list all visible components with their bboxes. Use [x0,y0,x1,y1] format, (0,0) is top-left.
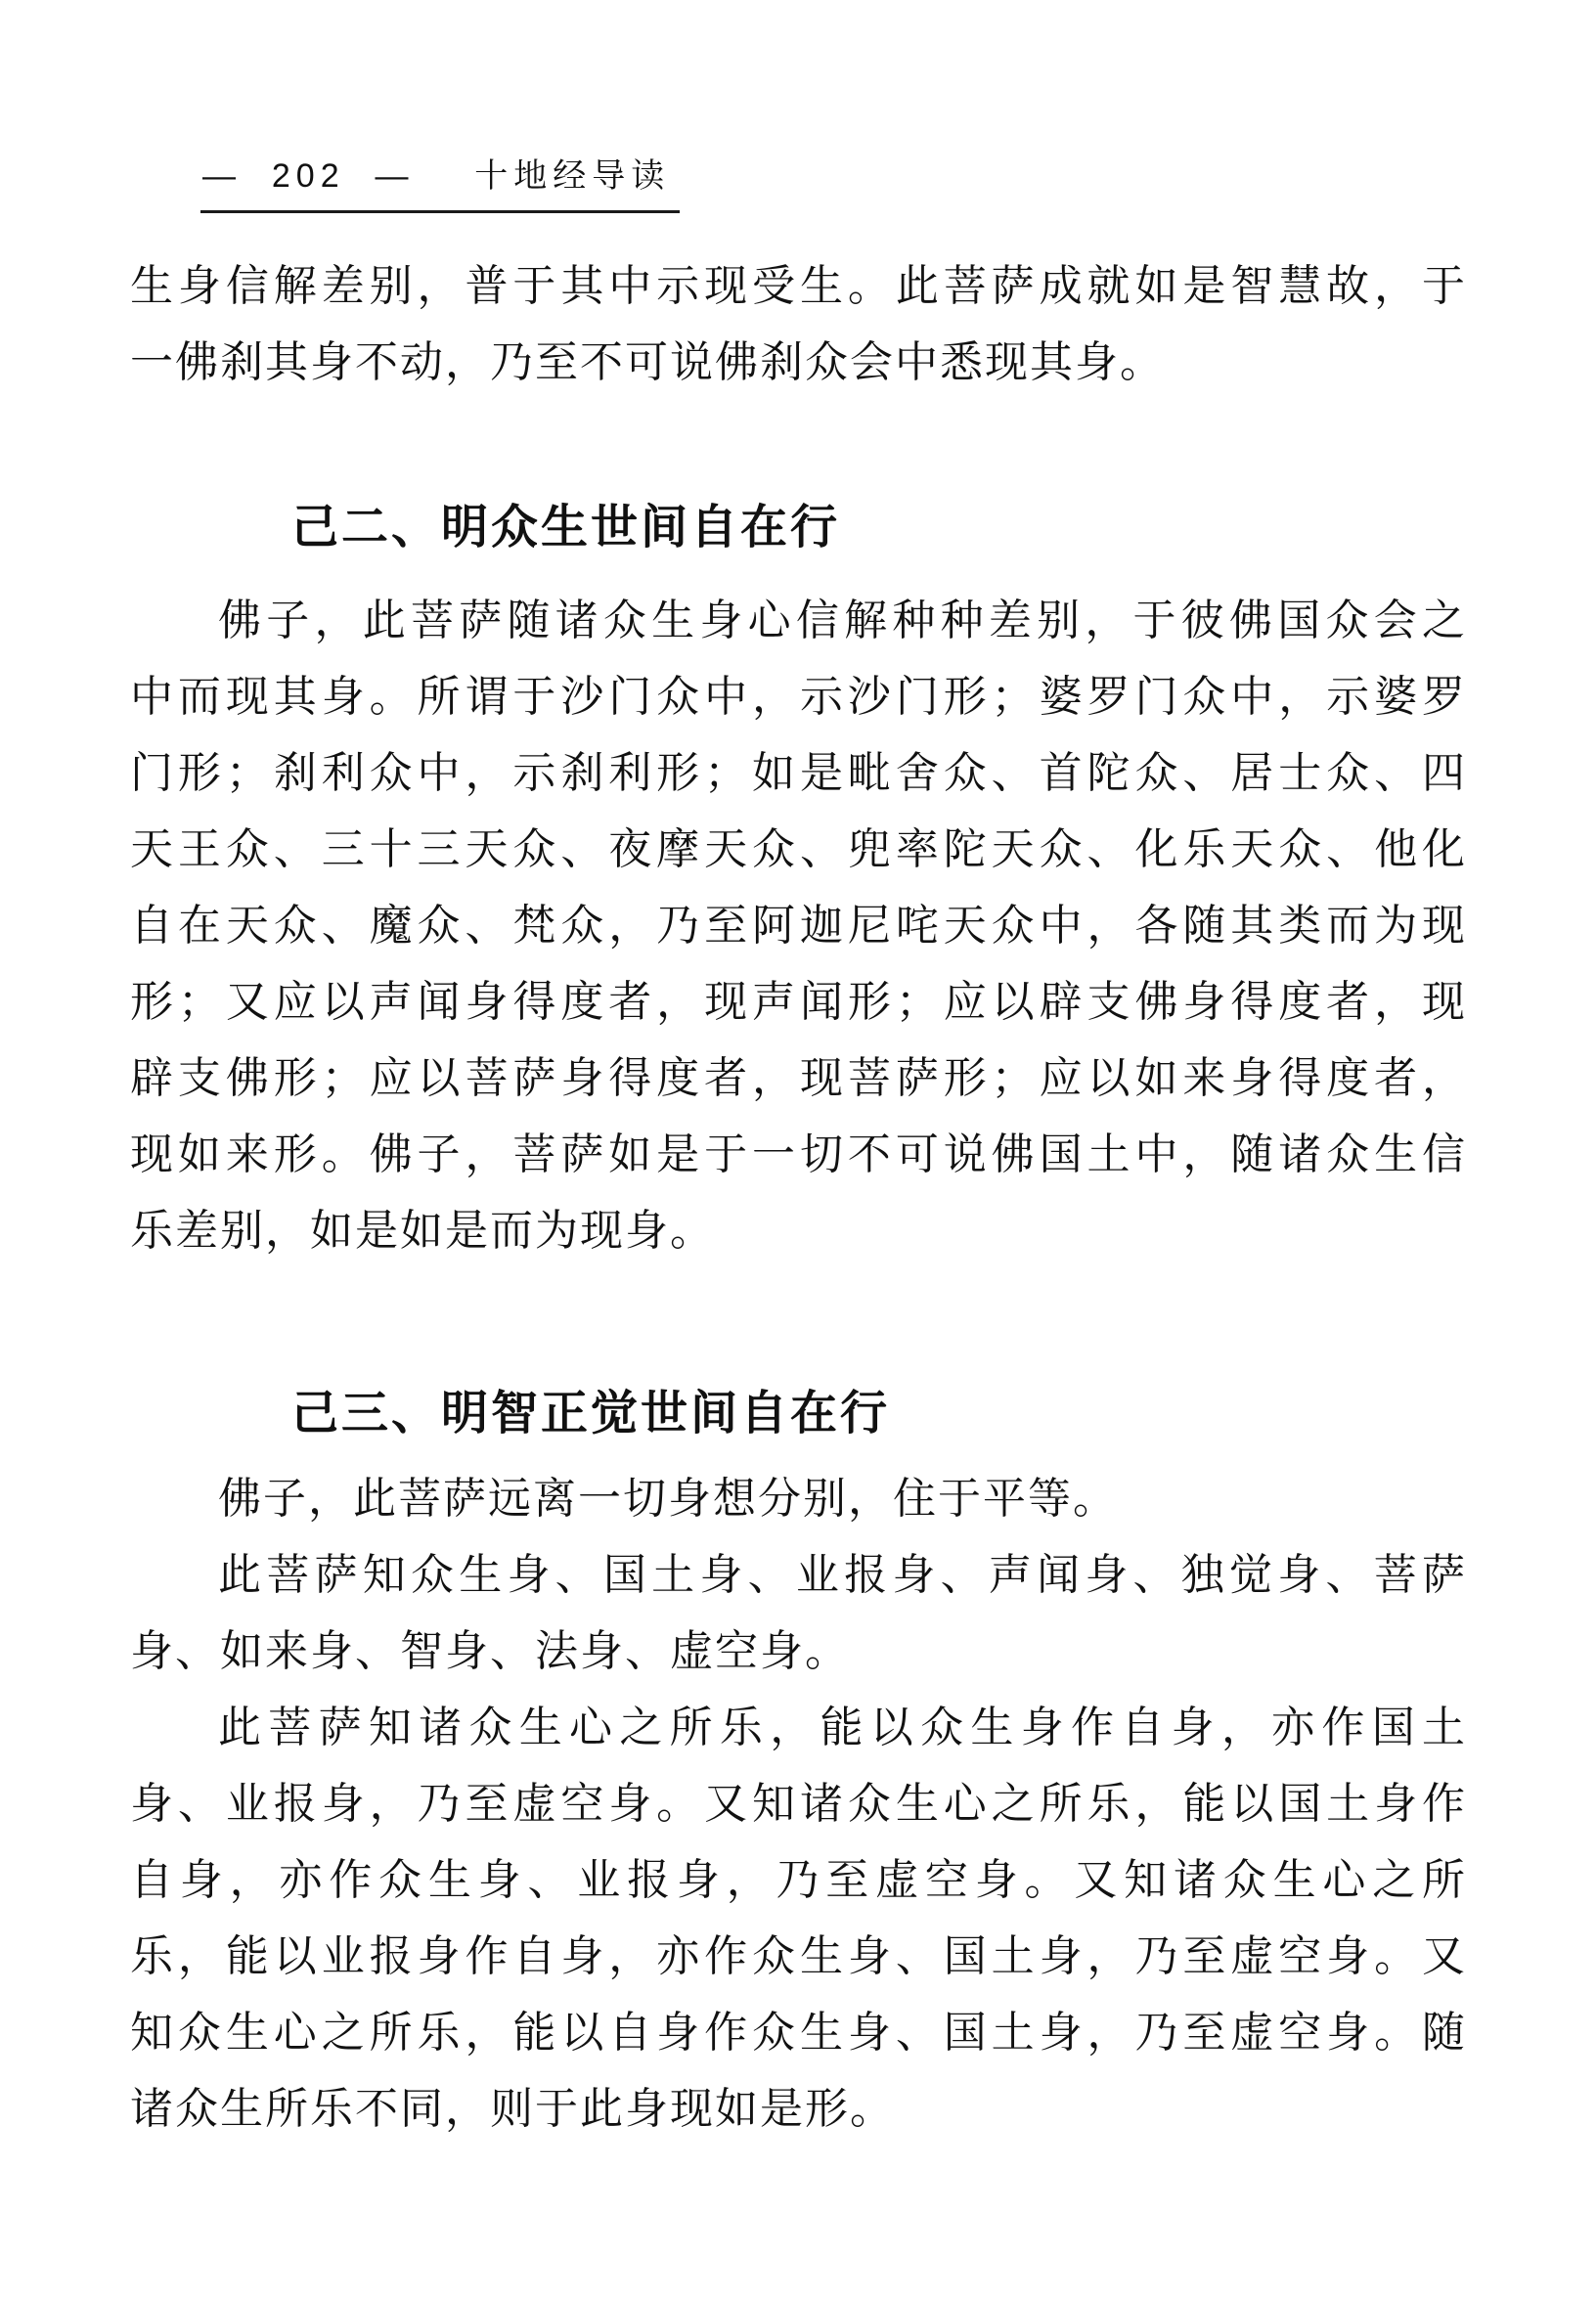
text-column [130,248,1467,2148]
paragraph-continued [130,248,1467,401]
text-line: 乐差别，如是如是而为现身。 [130,1207,715,1255]
section-heading: 己二、明众生世间自在行 [291,502,841,554]
text-line: 门形；刹利众中，示刹利形；如是毗舍众、首陀众、居士众、四 [130,749,1467,797]
text-line: 佛子，此菩萨随诸众生身心信解种种差别，于彼佛国众会之 [218,597,1467,644]
text-line: 佛子，此菩萨远离一切身想分别，住于平等。 [218,1475,1118,1523]
text-line: 知众生心之所乐，能以自身作众生身、国土身，乃至虚空身。随 [130,2009,1467,2057]
paragraph [130,1461,1467,1537]
text-line: 天王众、三十三天众、夜摩天众、兜率陀天众、化乐天众、他化 [130,825,1467,873]
text-line: 身、如来身、智身、法身、虚空身。 [130,1627,850,1675]
paragraph [130,1690,1467,2148]
text-line: 形；又应以声闻身得度者，现声闻形；应以辟支佛身得度者，现 [130,978,1467,1026]
text-line: 一佛刹其身不动，乃至不可说佛刹众会中悉现其身。 [130,338,1165,386]
running-head: — 202 — 十地经导读 [200,149,680,213]
text-line: 辟支佛形；应以菩萨身得度者，现菩萨形；应以如来身得度者， [130,1054,1467,1102]
section-heading: 己三、明智正觉世间自在行 [291,1388,891,1439]
text-line: 自在天众、魔众、梵众，乃至阿迦尼咤天众中，各随其类而为现 [130,902,1467,950]
paragraph [130,583,1467,1269]
text-line: 自身，亦作众生身、业报身，乃至虚空身。又知诸众生心之所 [130,1856,1467,1904]
text-line: 乐，能以业报身作自身，亦作众生身、国土身，乃至虚空身。又 [130,1932,1467,1980]
paragraph [130,1537,1467,1690]
text-line: 身、业报身，乃至虚空身。又知诸众生心之所乐，能以国土身作 [130,1780,1467,1828]
page-header [200,149,1596,213]
text-line: 中而现其身。所谓于沙门众中，示沙门形；婆罗门众中，示婆罗 [130,673,1467,721]
text-line: 此菩萨知众生身、国土身、业报身、声闻身、独觉身、菩萨 [218,1551,1467,1599]
text-line: 诸众生所乐不同，则于此身现如是形。 [130,2085,895,2133]
text-line: 生身信解差别，普于其中示现受生。此菩萨成就如是智慧故，于 [130,262,1467,310]
text-line: 现如来形。佛子，菩萨如是于一切不可说佛国土中，随诸众生信 [130,1130,1467,1178]
text-line: 此菩萨知诸众生心之所乐，能以众生身作自身，亦作国土 [218,1704,1467,1751]
